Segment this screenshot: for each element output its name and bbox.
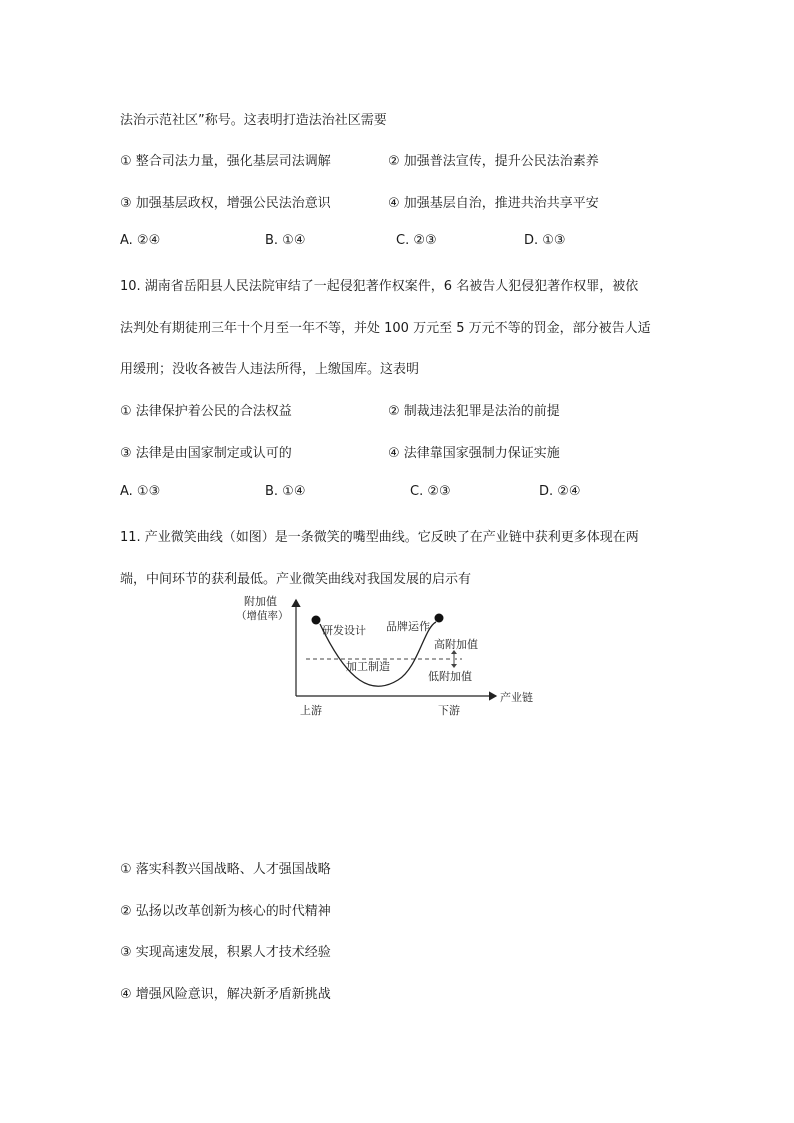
q10-option-2: ② 制裁违法犯罪是法治的前提 [388, 404, 560, 419]
q11-stem-line-2: 端，中间环节的获利最低。产业微笑曲线对我国发展的启示有 [120, 572, 472, 587]
q10-choice-a: A. ①③ [120, 484, 161, 499]
q10-option-4: ④ 法律靠国家强制力保证实施 [388, 446, 560, 461]
x-axis-label: 产业链 [500, 691, 533, 704]
q9-option-2: ② 加强普法宣传，提升公民法治素养 [388, 154, 599, 169]
q9-option-1: ① 整合司法力量，强化基层司法调解 [120, 154, 331, 169]
q10-option-1: ① 法律保护着公民的合法权益 [120, 404, 292, 419]
q10-stem-line-1: 10. 湖南省岳阳县人民法院审结了一起侵犯著作权案件，6 名被告人犯侵犯著作权罪，被依 [120, 279, 639, 294]
left-end-dot [312, 616, 321, 625]
smile-curve-figure [230, 588, 550, 722]
low-value-label: 低附加值 [428, 670, 472, 683]
q9-choice-b: B. ①④ [265, 233, 306, 248]
q10-option-3: ③ 法律是由国家制定或认可的 [120, 446, 292, 461]
high-value-label: 高附加值 [434, 638, 478, 651]
y-label-1: 附加值 [244, 595, 277, 608]
q10-choice-d: D. ②④ [539, 484, 581, 499]
q9-choice-c: C. ②③ [396, 233, 437, 248]
low-value-arrow-icon [451, 664, 457, 668]
middle-label: 加工制造 [346, 660, 390, 673]
q10-choice-b: B. ①④ [265, 484, 306, 499]
q9-choice-a: A. ②④ [120, 233, 161, 248]
q9-option-4: ④ 加强基层自治，推进共治共享平安 [388, 196, 599, 211]
right-point-label: 品牌运作 [386, 620, 430, 633]
q11-stem-line-1: 11. 产业微笑曲线（如图）是一条微笑的嘴型曲线。它反映了在产业链中获利更多体现在两 [120, 530, 639, 545]
q11-option-2: ② 弘扬以改革创新为核心的时代精神 [120, 904, 331, 919]
q11-option-1: ① 落实科教兴国战略、人才强国战略 [120, 862, 331, 877]
upstream-label: 上游 [300, 704, 322, 717]
right-end-dot [435, 614, 444, 623]
q9-option-3: ③ 加强基层政权，增强公民法治意识 [120, 196, 331, 211]
q10-choice-c: C. ②③ [410, 484, 451, 499]
q9-stem-tail: 法治示范社区”称号。这表明打造法治社区需要 [120, 113, 387, 128]
q10-stem-line-3: 用缓刑；没收各被告人违法所得，上缴国库。这表明 [120, 362, 420, 377]
q11-option-4: ④ 增强风险意识，解决新矛盾新挑战 [120, 987, 331, 1002]
left-point-label: 研发设计 [322, 624, 366, 637]
q10-stem-line-2: 法判处有期徒刑三年十个月至一年不等，并处 100 万元至 5 万元不等的罚金，部分被告人适 [120, 321, 651, 336]
q11-option-3: ③ 实现高速发展，积累人才技术经验 [120, 945, 331, 960]
q9-choice-d: D. ①③ [524, 233, 566, 248]
downstream-label: 下游 [438, 704, 460, 717]
y-label-2: （增值率） [236, 610, 289, 622]
